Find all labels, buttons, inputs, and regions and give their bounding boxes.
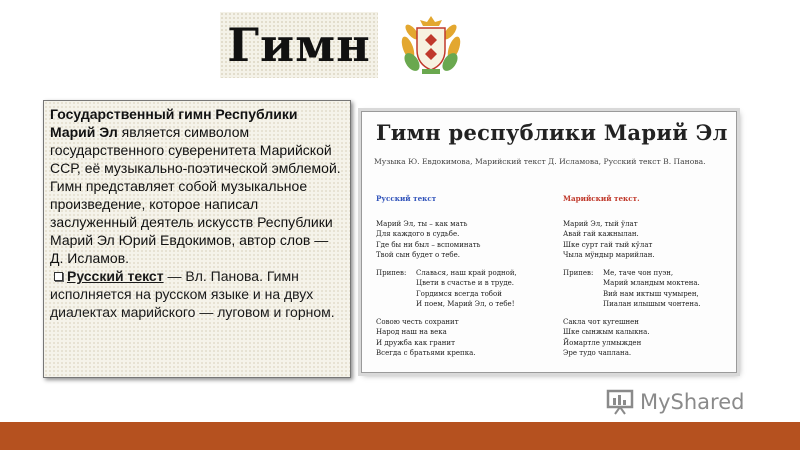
presentation-board-icon xyxy=(606,389,634,415)
chorus-label: Припев: xyxy=(376,268,407,277)
chorus-line: Марий мландым моктена. xyxy=(603,279,700,287)
verse-line: Шке сурт гай тый кӱлат xyxy=(563,240,653,249)
verse-line: И дружба как гранит xyxy=(376,338,455,347)
chorus-line: Гордимся всегда тобой xyxy=(416,289,502,298)
bullet-label: Русский текст xyxy=(67,268,164,284)
russian-heading: Русский текст xyxy=(376,194,437,203)
chorus-line: Вий нам иктыш чумырен, xyxy=(603,289,699,298)
chorus-line: И поем, Марий Эл, о тебе! xyxy=(416,300,515,308)
russian-verse-2 xyxy=(376,317,517,359)
verse-line: Чыла мӱндыр марийлан. xyxy=(563,251,655,259)
description-intro-rest: является символом государственного суверенитета Марийской ССР, её музыкально-поэтической эмблемой. Гимн представляет собой музыкальное произведение, которое написал заслуженный деятель искусств Республики Марий Эл Юрий Евдокимов, автор слов — Д. Исламов. xyxy=(50,124,341,266)
watermark-text: MyShared xyxy=(640,390,745,414)
russian-chorus xyxy=(376,268,517,310)
mari-heading: Марийский текст. xyxy=(563,194,640,203)
chorus-line: Славься, наш край родной, xyxy=(416,268,517,277)
verse-line: Совою честь сохранит xyxy=(376,317,459,326)
checkbox-bullet-icon xyxy=(54,272,63,281)
footer-accent-bar xyxy=(0,422,800,450)
myshared-watermark[interactable] xyxy=(606,389,744,415)
mari-el-emblem-icon xyxy=(398,12,464,80)
chorus-line: Ме, таче чон пуэн, xyxy=(603,268,674,277)
slide-title-box xyxy=(220,12,378,78)
chorus-line: Пиалан илышым чонтена. xyxy=(603,300,701,308)
mari-chorus xyxy=(563,268,700,310)
verse-line: Народ наш на века xyxy=(376,328,447,336)
verse-line: Марий Эл, тый ӱлат xyxy=(563,219,638,228)
verse-line: Авай гай кажнылан. xyxy=(563,230,639,238)
description-text xyxy=(50,105,344,267)
mari-verse-1 xyxy=(563,219,700,261)
verse-line: Йомартле улмыжден xyxy=(563,338,642,347)
description-panel xyxy=(43,100,351,378)
verse-line: Эре тудо чаплана. xyxy=(563,349,632,357)
anthem-subtitle: Музыка Ю. Евдокимова, Марийский текст Д. Исламова, Русский текст В. Панова. xyxy=(374,157,706,166)
russian-text-column xyxy=(376,194,517,366)
chorus-label: Припев: xyxy=(563,268,594,277)
verse-line: Всегда с братьями крепка. xyxy=(376,349,476,357)
russian-verse-1 xyxy=(376,219,517,261)
bullet-russian-text xyxy=(50,267,344,321)
chorus-line: Цвети в счастье и в труде. xyxy=(416,279,515,287)
verse-line: Марий Эл, ты – как мать xyxy=(376,219,468,228)
mari-verse-2 xyxy=(563,317,700,359)
verse-line: Для каждого в судьбе. xyxy=(376,230,460,238)
verse-line: Шке сынжым калыкна. xyxy=(563,328,650,336)
verse-line: Сакла чот кугешнен xyxy=(563,317,639,326)
anthem-title: Гимн республики Марий Эл xyxy=(376,120,728,145)
verse-line: Где бы ни был – вспоминать xyxy=(376,240,481,249)
description-bold-intro: Государственный гимн Республики Марий Эл xyxy=(50,106,298,140)
verse-line: Твой сын будет о тебе. xyxy=(376,251,461,259)
slide-title: Гимн xyxy=(227,18,371,72)
anthem-text-image xyxy=(361,111,737,373)
mari-text-column xyxy=(563,194,700,366)
bullet-rest: — Вл. Панова. Гимн исполняется на русском языке и на двух диалектах марийского — луговом и горном. xyxy=(50,268,335,320)
